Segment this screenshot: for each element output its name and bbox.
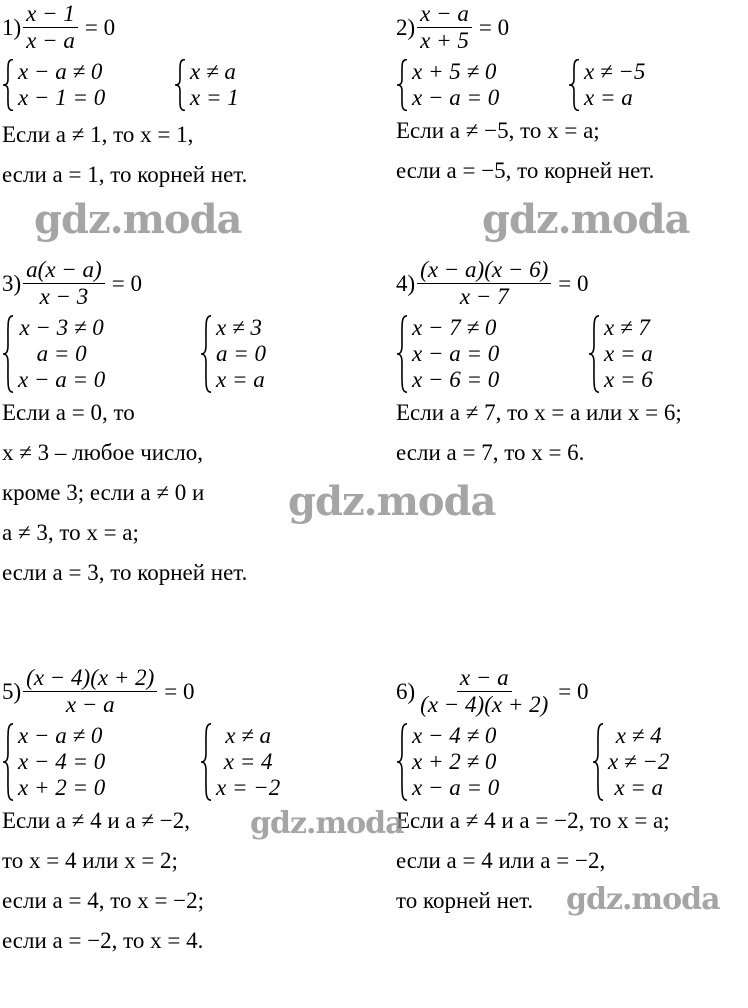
system-line: x + 2 = 0 bbox=[18, 775, 106, 801]
equals-zero: = 0 bbox=[478, 14, 510, 40]
watermark: gdz.moda bbox=[250, 806, 404, 841]
system-line: x = −2 bbox=[216, 775, 281, 801]
system-line: a = 0 bbox=[36, 341, 87, 367]
denominator: (x − 4)(x + 2) bbox=[420, 692, 549, 718]
system-line: x − 7 ≠ 0 bbox=[412, 315, 497, 341]
solution-text bbox=[396, 111, 654, 191]
solution-text bbox=[2, 115, 247, 195]
solution-line: Если a ≠ 1, то x = 1, bbox=[2, 122, 194, 148]
system-line: x ≠ −2 bbox=[608, 749, 670, 775]
system-conditions bbox=[396, 723, 592, 801]
solution-line: a ≠ 3, то x = a; bbox=[2, 520, 139, 546]
system-conditions bbox=[2, 723, 200, 801]
system-line: x ≠ a bbox=[190, 59, 236, 85]
system-solution bbox=[592, 723, 669, 801]
system-line: x = 1 bbox=[190, 85, 239, 111]
system-line: x − a = 0 bbox=[412, 775, 500, 801]
denominator: x − 3 bbox=[39, 284, 89, 310]
brace-icon bbox=[2, 59, 14, 111]
system-line: x = a bbox=[216, 367, 265, 393]
system-conditions bbox=[2, 315, 200, 393]
system-lines bbox=[190, 59, 239, 111]
system-lines bbox=[412, 723, 499, 801]
systems bbox=[396, 59, 654, 111]
system-line: x = a bbox=[604, 341, 653, 367]
brace-icon bbox=[592, 723, 604, 801]
solution-line: если a = −2, то x = 4. bbox=[2, 928, 204, 954]
system-lines bbox=[216, 723, 280, 801]
system-line: x − 6 = 0 bbox=[412, 367, 500, 393]
system-conditions bbox=[2, 59, 174, 111]
system-conditions bbox=[396, 315, 588, 393]
system-lines bbox=[412, 59, 499, 111]
fraction bbox=[23, 666, 157, 717]
solution-line: Если a ≠ −5, то x = a; bbox=[396, 118, 600, 144]
system-line: x + 2 ≠ 0 bbox=[412, 749, 497, 775]
system-solution bbox=[200, 723, 280, 801]
system-lines bbox=[216, 315, 266, 393]
fraction bbox=[417, 2, 472, 53]
problem-number: 1) bbox=[2, 14, 22, 40]
problem-5 bbox=[2, 666, 280, 961]
system-conditions bbox=[396, 59, 568, 111]
solution-line: Если a ≠ 7, то x = a или x = 6; bbox=[396, 400, 682, 426]
solution-line: если a = −5, то корней нет. bbox=[396, 158, 655, 184]
solution-line: Если a = 0, то bbox=[2, 400, 135, 426]
denominator: x + 5 bbox=[420, 28, 469, 54]
watermark: gdz.moda bbox=[482, 196, 690, 243]
problem-number: 2) bbox=[396, 14, 416, 40]
watermark: gdz.moda bbox=[34, 196, 242, 243]
brace-icon bbox=[200, 723, 212, 801]
watermark: gdz.moda bbox=[288, 478, 496, 525]
equals-zero: = 0 bbox=[84, 14, 116, 40]
system-lines bbox=[18, 315, 105, 393]
numerator: a(x − a) bbox=[23, 258, 105, 284]
system-line: a = 0 bbox=[216, 341, 267, 367]
solution-line: кроме 3; если a ≠ 0 и bbox=[2, 480, 205, 506]
problem-1 bbox=[2, 2, 247, 195]
problem-number: 3) bbox=[2, 270, 22, 296]
numerator: x − 1 bbox=[23, 2, 78, 28]
brace-icon bbox=[588, 315, 600, 393]
system-solution bbox=[568, 59, 645, 111]
system-line: x − a = 0 bbox=[412, 85, 500, 111]
numerator: (x − 4)(x + 2) bbox=[23, 666, 157, 692]
solution-line: если a = 1, то корней нет. bbox=[2, 162, 248, 188]
denominator: x − a bbox=[26, 28, 75, 54]
system-line: x = a bbox=[584, 85, 633, 111]
solution-line: то корней нет. bbox=[396, 888, 534, 914]
solution-text bbox=[396, 393, 682, 473]
solution-line: то x = 4 или x = 2; bbox=[2, 848, 178, 874]
systems bbox=[2, 59, 247, 111]
equals-zero: = 0 bbox=[558, 270, 589, 296]
problem-4 bbox=[396, 258, 682, 473]
system-line: x ≠ a bbox=[225, 723, 272, 749]
system-line: x ≠ 4 bbox=[615, 723, 662, 749]
solution-line: если a = 3, то корней нет. bbox=[2, 560, 248, 586]
equation bbox=[2, 666, 280, 717]
brace-icon bbox=[174, 59, 186, 111]
equation bbox=[396, 666, 670, 717]
system-line: x − a = 0 bbox=[18, 367, 106, 393]
system-lines bbox=[604, 315, 653, 393]
system-lines bbox=[608, 723, 669, 801]
solution-line: x ≠ 3 – любое число, bbox=[2, 440, 204, 466]
brace-icon bbox=[396, 723, 408, 801]
solution-line: если a = 7, то x = 6. bbox=[396, 440, 585, 466]
system-line: x − a = 0 bbox=[412, 341, 500, 367]
solution-line: Если a ≠ 4 и a ≠ −2, bbox=[2, 808, 190, 834]
system-solution bbox=[174, 59, 239, 111]
systems bbox=[396, 315, 682, 393]
system-line: x ≠ 7 bbox=[604, 315, 650, 341]
numerator: x − a bbox=[457, 666, 512, 692]
problem-number: 6) bbox=[396, 678, 416, 704]
system-line: x − a ≠ 0 bbox=[18, 723, 103, 749]
fraction bbox=[23, 2, 78, 53]
fraction bbox=[417, 666, 551, 717]
denominator: x − 7 bbox=[459, 284, 509, 310]
system-line: x − 4 ≠ 0 bbox=[412, 723, 497, 749]
solution-line: если a = 4, то x = −2; bbox=[2, 888, 205, 914]
system-solution bbox=[200, 315, 266, 393]
system-line: x − 4 = 0 bbox=[18, 749, 106, 775]
equation bbox=[2, 2, 247, 53]
problem-3 bbox=[2, 258, 266, 593]
system-lines bbox=[584, 59, 645, 111]
system-line: x = a bbox=[614, 775, 664, 801]
solution-text bbox=[2, 393, 266, 593]
solution-line: если a = 4 или a = −2, bbox=[396, 848, 606, 874]
system-line: x ≠ −5 bbox=[584, 59, 646, 85]
equals-zero: = 0 bbox=[111, 270, 142, 296]
numerator: x − a bbox=[417, 2, 472, 28]
watermark: gdz.moda bbox=[566, 882, 720, 917]
system-lines bbox=[412, 315, 499, 393]
system-lines bbox=[18, 59, 105, 111]
problem-number: 4) bbox=[396, 270, 416, 296]
equation bbox=[2, 258, 266, 309]
brace-icon bbox=[396, 59, 408, 111]
systems bbox=[2, 723, 280, 801]
equals-zero: = 0 bbox=[558, 678, 589, 704]
equals-zero: = 0 bbox=[164, 678, 195, 704]
system-line: x − 1 = 0 bbox=[18, 85, 106, 111]
fraction bbox=[417, 258, 551, 309]
system-line: x ≠ 3 bbox=[216, 315, 262, 341]
system-solution bbox=[588, 315, 653, 393]
system-line: x − 3 ≠ 0 bbox=[19, 315, 104, 341]
brace-icon bbox=[200, 315, 212, 393]
problem-number: 5) bbox=[2, 678, 22, 704]
fraction bbox=[23, 258, 105, 309]
solution-line: Если a ≠ 4 и a = −2, то x = a; bbox=[396, 808, 670, 834]
solution-text bbox=[2, 801, 280, 961]
system-line: x − a ≠ 0 bbox=[18, 59, 103, 85]
system-line: x = 4 bbox=[223, 749, 273, 775]
problem-2 bbox=[396, 2, 654, 191]
system-line: x + 5 ≠ 0 bbox=[412, 59, 497, 85]
system-lines bbox=[18, 723, 105, 801]
systems bbox=[2, 315, 266, 393]
brace-icon bbox=[568, 59, 580, 111]
equation bbox=[396, 258, 682, 309]
brace-icon bbox=[2, 315, 14, 393]
numerator: (x − a)(x − 6) bbox=[417, 258, 551, 284]
denominator: x − a bbox=[65, 692, 115, 718]
brace-icon bbox=[396, 315, 408, 393]
system-line: x = 6 bbox=[604, 367, 653, 393]
brace-icon bbox=[2, 723, 14, 801]
equation bbox=[396, 2, 654, 53]
systems bbox=[396, 723, 670, 801]
